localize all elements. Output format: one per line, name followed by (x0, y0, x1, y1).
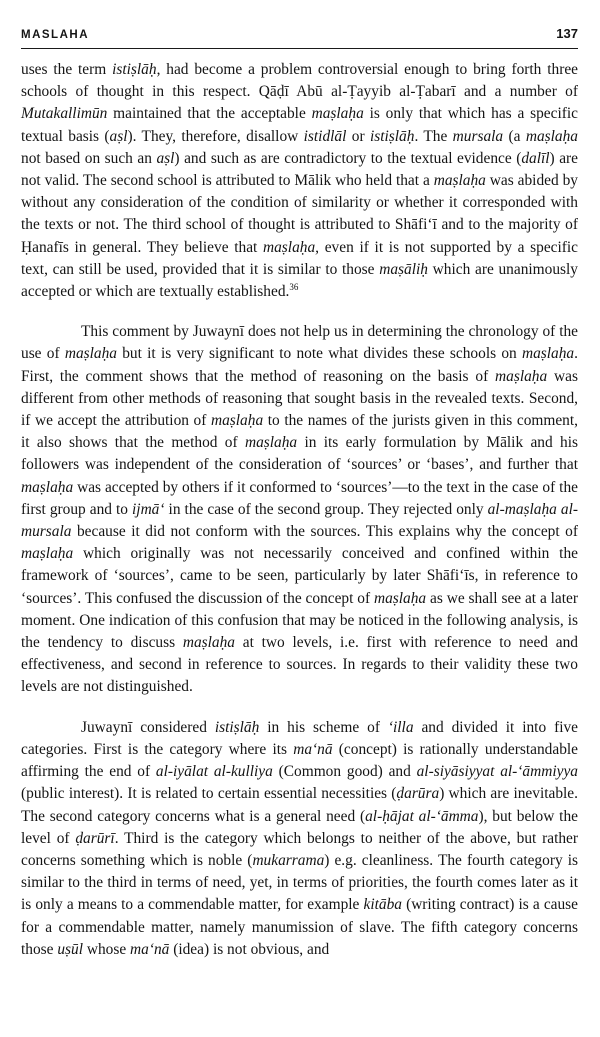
running-head: MASLAHA (21, 29, 89, 41)
page-header (21, 26, 578, 49)
paragraph-1: uses the term istiṣlāḥ, had become a problem controversial enough to bring forth three schools of thought in this respect. Qāḍī Abū al-Ṭayyib al-Ṭabarī and a number of Mutakallimūn maintained that the acceptable maṣlaḥa is only that which has a specific textual basis (aṣl). They, therefore, disallow istidlāl or istiṣlāḥ. The mursala (a maṣlaḥa not based on such an aṣl) and such as are contradictory to the textual evidence (dalīl) are not valid. The second school is attributed to Mālik who held that a maṣlaḥa was abided by without any consideration of the condition of similarity or whether it corresponded with the texts or not. The third school of thought is attributed to Shāfi‘ī and to the majority of Ḥanafīs in general. They believe that maṣlaḥa, even if it is not supported by a specific text, can still be used, provided that it is similar to those maṣāliḥ which are unanimously accepted or which are textually established.$^{36}$ (21, 61, 578, 301)
body-text (21, 59, 578, 961)
paragraph-3: Juwaynī considered istiṣlāḥ in his scheme of ‘illa and divided it into five categories. First is the category where its ma‘nā (concept) is rationally understandable affirming the end of al-iyālat al-kulliya (Common good) and al-siyāsiyyat al-‘āmmiyya (public interest). It is related to certain essential necessities (ḍarūra) which are inevitable. The second category concerns what is a general need (al-ḥājat al-‘āmma), but below the level of ḍarūrī. Third is the category which belongs to neither of the above, but rather concerns something which is noble (mukarrama) e.g. cleanliness. The fourth category is similar to the third in terms of need, yet, in terms of priorities, the fourth comes later as it is only a means to a commendable matter, for example kitāba (writing contract) is a cause for a commendable matter, namely manumission of slave. The fifth category concerns those uṣūl whose ma‘nā (idea) is not obvious, and (21, 718, 579, 958)
page-number: 137 (556, 26, 578, 41)
paragraph-2: This comment by Juwaynī does not help us in determining the chronology of the use of maṣlaḥa but it is very significant to note what divides these schools on maṣlaḥa. First, the comment shows that the method of reasoning on the basis of maṣlaḥa was different from other methods of reasoning that sought basis in the revealed texts. Second, if we accept the attribution of maṣlaḥa to the names of the jurists given in this comment, it also shows that the method of maṣlaḥa in its early formulation by Mālik and his followers was independent of the consideration of ‘sources’ or ‘bases’, and further that maṣlaḥa was accepted by others if it conformed to ‘sources’—to the text in the case of the first group and to ijmā‘ in the case of the second group. They rejected only al-maṣlaḥa al-mursala because it did not conform with the sources. This explains why the concept of maṣlaḥa which originally was not necessarily conceived and confined within the framework of ‘sources’, came to be seen, particularly by later Shāfi‘īs, in reference to ‘sources’. This confused the discussion of the concept of maṣlaḥa as we shall see at a later moment. One indication of this confusion that may be noticed in the following analysis, is the tendency to discuss maṣlaḥa at two levels, i.e. first with reference to need and effectiveness, and second in reference to sources. In regards to their validity these two levels are not distinguished. (21, 323, 578, 696)
